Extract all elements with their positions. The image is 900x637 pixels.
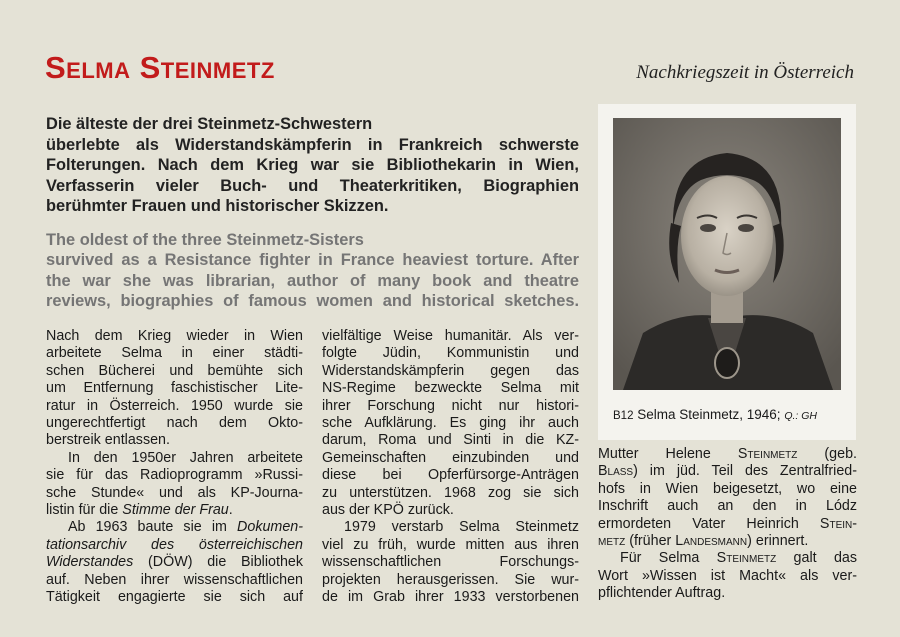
text-line: vielfältige Weise humanitär. Als ver- bbox=[322, 328, 579, 344]
text-line: aus der KPÖ zurück. bbox=[322, 502, 454, 519]
text-segment: (geb. bbox=[797, 446, 857, 462]
text-segment: galt das bbox=[776, 550, 857, 567]
surname: Steinmetz bbox=[737, 446, 798, 462]
text-line bbox=[46, 554, 303, 571]
text-segment: Für Selma bbox=[620, 550, 717, 567]
text-line bbox=[46, 537, 303, 554]
text-column-3 bbox=[598, 446, 857, 603]
text-line: sie für das Radioprogramm »Russi- bbox=[46, 467, 303, 484]
text-line: 1979 verstarb Selma Steinmetz bbox=[344, 519, 579, 536]
text-line bbox=[598, 446, 857, 463]
text-line: Gemeinschaften einzubinden und bbox=[322, 449, 579, 466]
text-line: In den 1950er Jahren arbeitete bbox=[68, 449, 303, 466]
archive-name: tationsarchiv des österreichischen bbox=[46, 536, 303, 553]
portrait-photo bbox=[613, 118, 841, 390]
text-line: um Entfernung faschistischer Lite- bbox=[46, 380, 303, 397]
text-line bbox=[46, 502, 303, 519]
surname: Stein- bbox=[819, 515, 857, 532]
text-line: darum, Roma und Sinti in die KZ- bbox=[322, 432, 579, 449]
caption-code: B12 bbox=[613, 410, 634, 422]
text-line: projekten herausgerissen. Sie wur- bbox=[322, 571, 579, 588]
text-line bbox=[598, 550, 857, 567]
intro-de-line: überlebte als Widerstandskämpferin in Frankreich schwerste bbox=[46, 135, 579, 154]
text-column-1 bbox=[46, 328, 303, 607]
publication-title: Stimme der Frau bbox=[122, 502, 229, 519]
text-line: Inschrift auch an den in Lódz bbox=[598, 498, 857, 515]
text-line: schen Bücherei und bemühte sich bbox=[46, 362, 303, 379]
intro-english bbox=[46, 230, 579, 312]
intro-de-line: Die älteste der drei Steinmetz-Schwestern bbox=[46, 115, 373, 133]
text-line: pflichtender Auftrag. bbox=[598, 585, 726, 602]
text-line: folgte Jüdin, Kommunistin und bbox=[322, 345, 579, 362]
text-segment: listin für die bbox=[46, 502, 123, 519]
intro-de-line: berühmter Frauen und historischer Skizzen. bbox=[46, 197, 389, 215]
text-line: ihrer Forschung nicht nur histori- bbox=[322, 397, 579, 414]
text-segment: (DÖW) die Bibliothek bbox=[133, 554, 303, 571]
intro-en-line: reviews, biographies of famous women and historical sketches. bbox=[46, 292, 579, 310]
text-line: Widerstandskämpferin gegen das bbox=[322, 362, 579, 379]
text-line: Tätigkeit engagierte sie sich auf bbox=[46, 589, 303, 606]
text-line: ungerechtfertigt nach dem Okto- bbox=[46, 415, 303, 432]
text-line: arbeitete Selma in einer städti- bbox=[46, 345, 303, 362]
text-line bbox=[46, 519, 303, 536]
intro-de-line: Folterungen. Nach dem Krieg war sie Bibliothekarin in Wien, bbox=[46, 156, 579, 174]
surname: metz bbox=[598, 533, 626, 550]
caption-text: Selma Steinmetz, 1946; bbox=[637, 407, 781, 422]
text-line: de im Grab ihrer 1933 verstorbenen bbox=[322, 589, 579, 606]
portrait-image bbox=[613, 118, 841, 390]
surname: Blass bbox=[598, 463, 634, 480]
text-segment: (früher bbox=[625, 533, 676, 550]
archive-name: Widerstandes bbox=[46, 554, 134, 571]
intro-german bbox=[46, 114, 579, 217]
text-segment: ) im jüd. Teil des Zentralfried- bbox=[633, 463, 857, 480]
surname: Landesmann bbox=[675, 533, 748, 550]
text-line: wissenschaftlichen Forschungs- bbox=[322, 554, 579, 571]
text-segment: ermordeten Vater Heinrich bbox=[598, 515, 820, 532]
text-line: hofs in Wien beigesetzt, wo eine bbox=[598, 480, 857, 497]
text-line bbox=[598, 516, 857, 533]
intro-de-line: Verfasserin vieler Buch- und Theaterkritiken, Biographien bbox=[46, 176, 579, 195]
text-line: Wort »Wissen ist Macht« als ver- bbox=[598, 567, 857, 584]
text-line: ratur in Österreich. 1950 wurde sie bbox=[46, 397, 303, 414]
text-line: NS-Regime bezweckte Selma mit bbox=[322, 380, 579, 397]
text-line: diese bei Opferfürsorge-Anträgen bbox=[322, 467, 579, 484]
photo-frame bbox=[598, 104, 856, 440]
text-line: viel zu früh, wurde mitten aus ihren bbox=[322, 536, 579, 553]
intro-en-line: the war she was librarian, author of many book and theatre bbox=[46, 271, 579, 290]
intro-block bbox=[46, 114, 579, 312]
text-segment: ) erinnert. bbox=[747, 533, 809, 550]
text-segment: . bbox=[228, 502, 233, 519]
archive-name: Dokumen- bbox=[237, 519, 303, 536]
text-line bbox=[598, 533, 857, 550]
text-line: berstreik entlassen. bbox=[46, 432, 170, 449]
photo-caption bbox=[613, 407, 817, 422]
text-line: zu unterstützen. 1968 zog sie sich bbox=[322, 484, 579, 501]
text-line: sche Stunde« und als KP-Journa- bbox=[46, 484, 303, 501]
caption-source: Q.: GH bbox=[784, 410, 817, 422]
text-line: auf. Neben ihrer wissenschaftlichen bbox=[46, 571, 303, 588]
text-line: sche Aufklärung. Es ging ihr auch bbox=[322, 415, 579, 432]
surname: Steinmetz bbox=[716, 550, 777, 567]
text-line bbox=[598, 463, 857, 480]
text-column-2 bbox=[322, 328, 579, 607]
page-title: Selma Steinmetz bbox=[45, 50, 275, 85]
intro-en-line: survived as a Resistance fighter in France heaviest torture. After bbox=[46, 251, 579, 269]
section-subtitle: Nachkriegszeit in Österreich bbox=[636, 62, 854, 83]
intro-en-line: The oldest of the three Steinmetz-Sisters bbox=[46, 230, 364, 249]
text-segment: Mutter Helene bbox=[598, 446, 738, 462]
text-segment: Ab 1963 baute sie im bbox=[68, 519, 238, 536]
text-line: Nach dem Krieg wieder in Wien bbox=[46, 328, 303, 344]
